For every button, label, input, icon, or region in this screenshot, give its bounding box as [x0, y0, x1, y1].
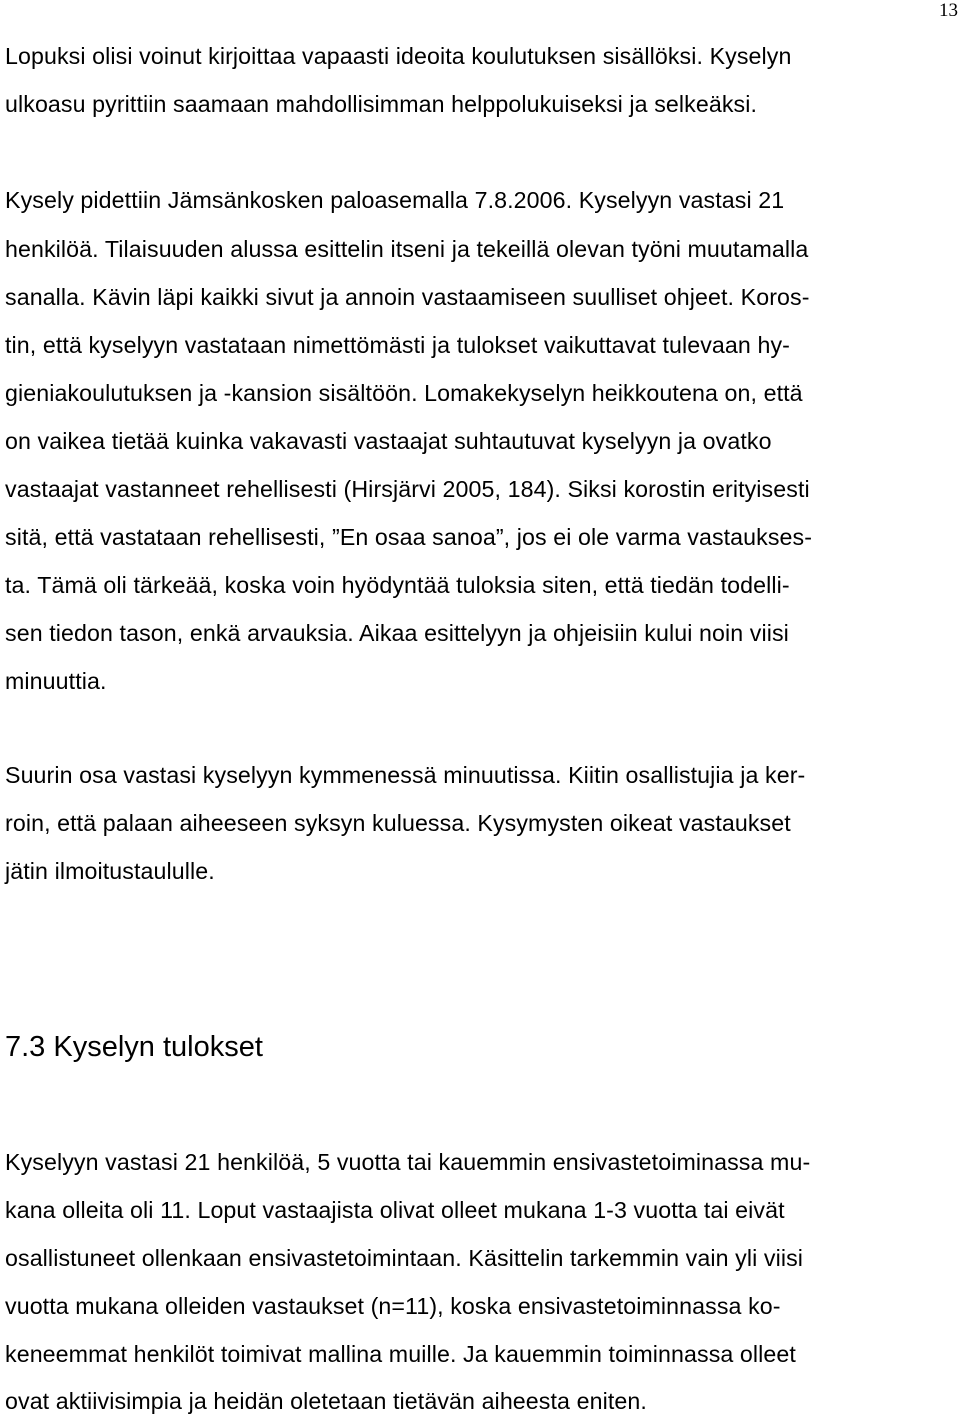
text-line: jätin ilmoitustaululle.: [5, 858, 215, 884]
text-line: ovat aktiivisimpia ja heidän oletetaan tietävän aiheesta eniten.: [5, 1388, 647, 1414]
text-line: Kysely pidettiin Jämsänkosken paloasemalla 7.8.2006. Kyselyyn vastasi 21: [5, 187, 785, 213]
text-line: sanalla. Kävin läpi kaikki sivut ja annoin vastaamiseen suulliset ohjeet. Koros-: [5, 284, 810, 310]
text-line: on vaikea tietää kuinka vakavasti vastaajat suhtautuvat kyselyyn ja ovatko: [5, 428, 772, 454]
text-line: tin, että kyselyyn vastataan nimettömästi ja tulokset vaikuttavat tulevaan hy-: [5, 332, 790, 358]
text-line: kana olleita oli 11. Loput vastaajista olivat olleet mukana 1-3 vuotta tai eivät: [5, 1197, 785, 1223]
text-line: henkilöä. Tilaisuuden alussa esittelin itseni ja tekeillä olevan työni muutamalla: [5, 236, 809, 262]
text-line: sen tiedon tason, enkä arvauksia. Aikaa esittelyyn ja ohjeisiin kului noin viisi: [5, 620, 789, 646]
page-number: 13: [939, 0, 958, 21]
text-line: gieniakoulutuksen ja -kansion sisältöön. Lomakekyselyn heikkoutena on, että: [5, 380, 803, 406]
text-line: ta. Tämä oli tärkeää, koska voin hyödyntää tuloksia siten, että tiedän todelli-: [5, 572, 790, 598]
text-line: minuuttia.: [5, 668, 107, 694]
text-line: keneemmat henkilöt toimivat mallina muille. Ja kauemmin toiminnassa olleet: [5, 1341, 796, 1367]
text-line: Kyselyyn vastasi 21 henkilöä, 5 vuotta tai kauemmin ensivastetoiminassa mu-: [5, 1149, 811, 1175]
text-line: osallistuneet ollenkaan ensivastetoimintaan. Käsittelin tarkemmin vain yli viisi: [5, 1245, 804, 1271]
text-line: sitä, että vastataan rehellisesti, ”En osaa sanoa”, jos ei ole varma vastaukses-: [5, 524, 813, 550]
text-line: roin, että palaan aiheeseen syksyn kuluessa. Kysymysten oikeat vastaukset: [5, 810, 791, 836]
section-heading: 7.3 Kyselyn tulokset: [5, 1031, 263, 1063]
text-line: vuotta mukana olleiden vastaukset (n=11), koska ensivastetoiminnassa ko-: [5, 1293, 781, 1319]
text-line: vastaajat vastanneet rehellisesti (Hirsjärvi 2005, 184). Siksi korostin erityisesti: [5, 476, 810, 502]
text-line: Lopuksi olisi voinut kirjoittaa vapaasti ideoita koulutuksen sisällöksi. Kyselyn: [5, 43, 792, 69]
text-line: Suurin osa vastasi kyselyyn kymmenessä minuutissa. Kiitin osallistujia ja ker-: [5, 762, 806, 788]
text-line: ulkoasu pyrittiin saamaan mahdollisimman helppolukuiseksi ja selkeäksi.: [5, 91, 758, 117]
